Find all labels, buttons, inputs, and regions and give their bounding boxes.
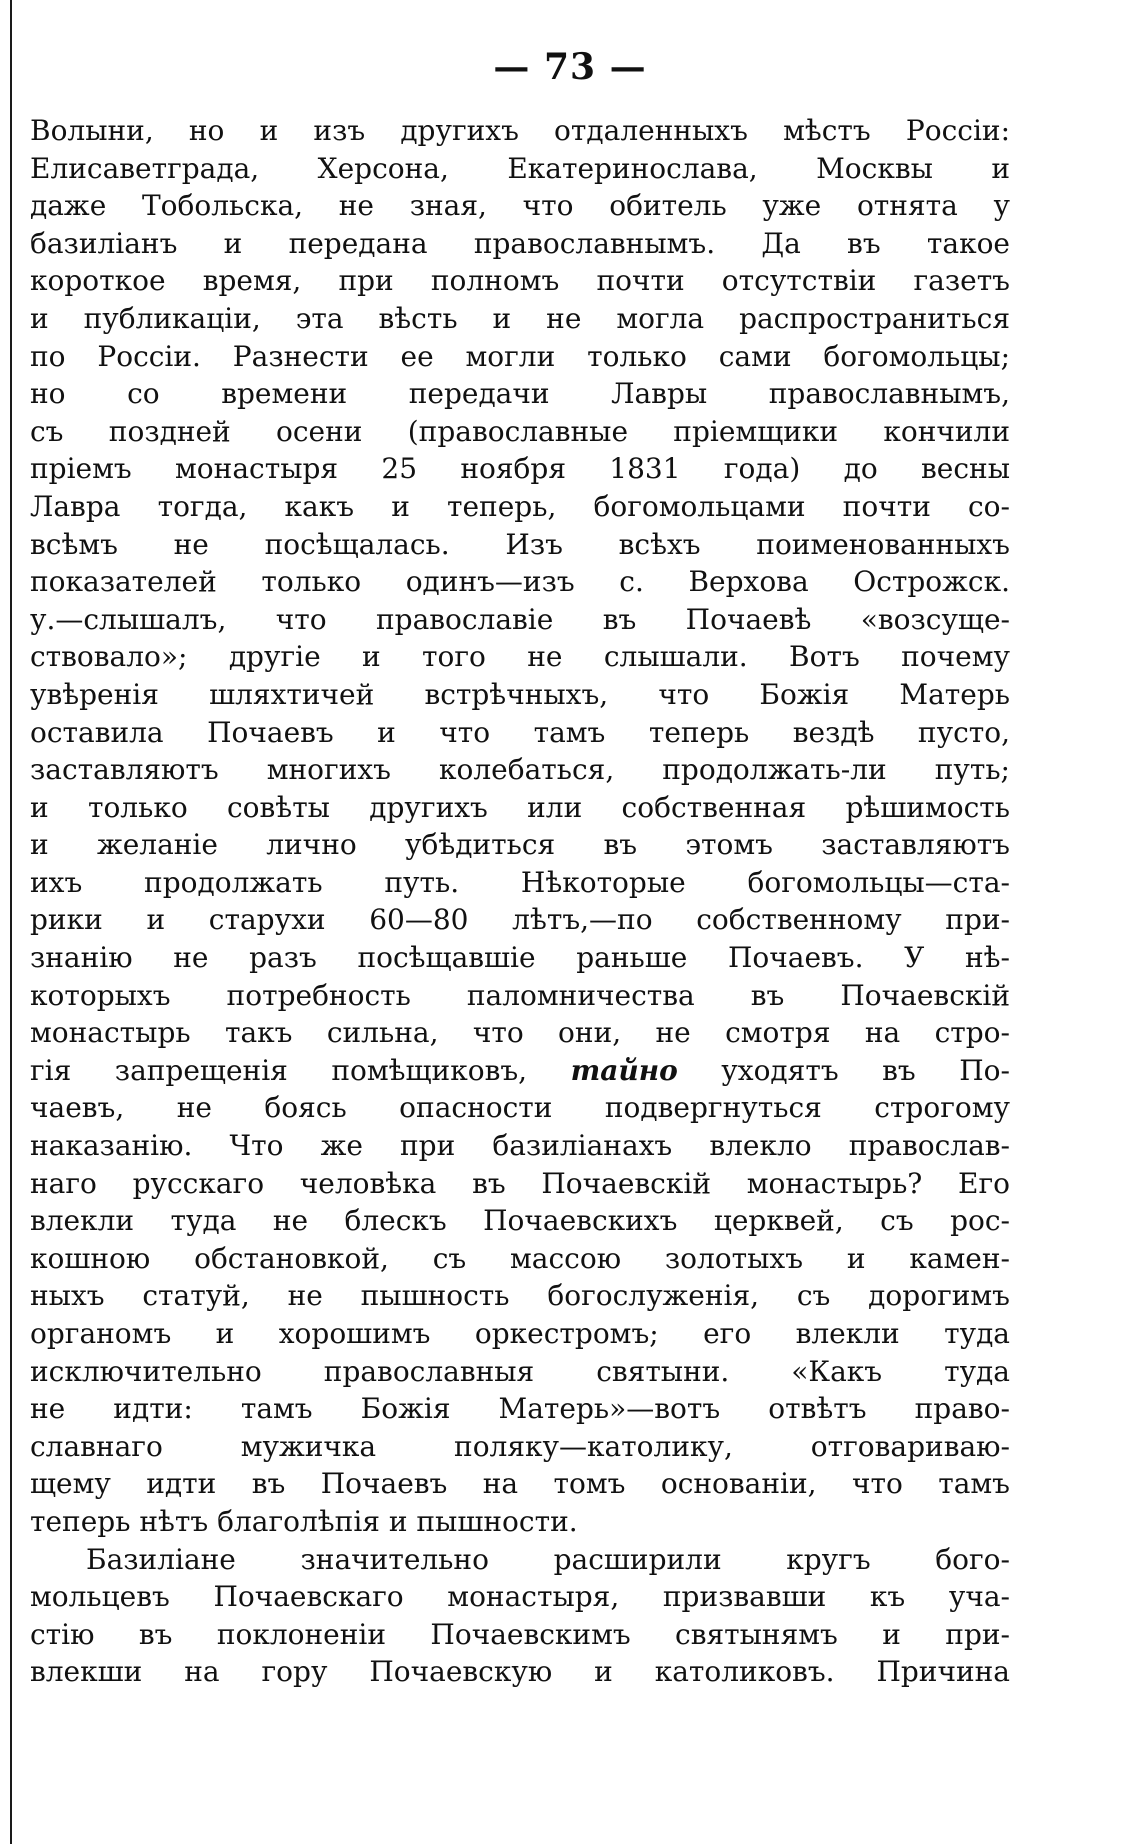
body-text — [30, 112, 1010, 1691]
text-line: и желанiе лично убѣдиться въ этомъ заставляютъ — [30, 828, 1010, 862]
text-line: кошною обстановкой, съ массою золотыхъ и камен- — [30, 1241, 1010, 1275]
text-line: щему идти въ Почаевъ на томъ основанiи, что тамъ — [30, 1467, 1010, 1501]
text-line: увѣренiя шляхтичей встрѣчныхъ, что Божiя Матерь — [30, 677, 1010, 711]
text-line: влекли туда не блескъ Почаевскихъ церквей, съ рос- — [30, 1204, 1010, 1238]
text-line: даже Тобольска, не зная, что обитель уже отнята у — [30, 189, 1010, 223]
text-line: монастырь такъ сильна, что они, не смотря на стро- — [30, 1016, 1010, 1050]
text-line: мольцевъ Почаевскаго монастыря, призвавши къ уча- — [30, 1580, 1010, 1614]
text-line: не идти: тамъ Божiя Матерь»—вотъ отвѣтъ право- — [30, 1392, 1010, 1426]
text-line: органомъ и хорошимъ оркестромъ; его влекли туда — [30, 1317, 1010, 1350]
text-line: ихъ продолжать путь. Нѣкоторые богомольцы—ста- — [30, 865, 1010, 899]
text-line: Елисаветграда, Херсона, Екатеринослава, Москвы и — [30, 151, 1010, 185]
text-line: и публикацiи, эта вѣсть и не могла распространиться — [30, 301, 1010, 335]
text-line: знанiю не разъ посѣщавшiе раньше Почаевъ. У нѣ- — [30, 941, 1010, 975]
emphasized-word: тайно — [570, 1053, 678, 1087]
text-line: у.—слышалъ, что православiе въ Почаевѣ «возсуще- — [30, 602, 1010, 636]
text-line: прiемъ монастыря 25 ноября 1831 года) до весны — [30, 452, 1010, 486]
page-left-edge-rule — [10, 0, 12, 1844]
text-line: показателей только одинъ—изъ с. Верхова Острожск. — [30, 565, 1010, 599]
text-line: заставляютъ многихъ колебаться, продолжать-ли путь; — [30, 753, 1010, 787]
text-line: славнаго мужичка поляку—католику, отговариваю- — [30, 1429, 1010, 1463]
text-line: гiя запрещенiя помѣщиковъ, тайно уходятъ въ По- — [30, 1053, 1010, 1087]
text-line: базилiанъ и передана православнымъ. Да въ такое — [30, 226, 1010, 260]
text-line: но со времени передачи Лавры православнымъ, — [30, 377, 1010, 411]
text-line: теперь нѣтъ благолѣпiя и пышности. — [30, 1504, 578, 1538]
text-line: съ поздней осени (православные прiемщики кончили — [30, 414, 1010, 448]
text-line: чаевъ, не боясь опасности подвергнуться строгому — [30, 1091, 1010, 1125]
text-line: наказанiю. Что же при базилiанахъ влекло православ- — [30, 1129, 1010, 1163]
text-line: всѣмъ не посѣщалась. Изъ всѣхъ поименованныхъ — [30, 527, 1010, 561]
text-line: оставила Почаевъ и что тамъ теперь вездѣ пусто, — [30, 715, 1010, 749]
page-number: — 73 — — [493, 46, 647, 88]
text-line: короткое время, при полномъ почти отсутствiи газетъ — [30, 264, 1010, 298]
text-line: наго русскаго человѣка въ Почаевскiй монастырь? Его — [30, 1166, 1010, 1200]
text-line: стiю въ поклоненiи Почаевскимъ святынямъ и при- — [30, 1617, 1010, 1651]
text-line: влекши на гору Почаевскую и католиковъ. Причина — [30, 1655, 1010, 1689]
text-line: Лавра тогда, какъ и теперь, богомольцами почти со- — [30, 489, 1010, 523]
text-line: рики и старухи 60—80 лѣтъ,—по собственному при- — [30, 903, 1010, 937]
text-line: Базилiане значительно расширили кругъ бого- — [86, 1542, 1010, 1576]
text-line: ствовало»; другiе и того не слышали. Вотъ почему — [30, 640, 1010, 674]
text-line: по Россiи. Разнести ее могли только сами богомольцы; — [30, 339, 1010, 373]
text-line: ныхъ статуй, не пышность богослуженiя, съ дорогимъ — [30, 1279, 1010, 1313]
text-line: исключительно православныя святыни. «Какъ туда — [30, 1354, 1010, 1388]
text-line: Волыни, но и изъ другихъ отдаленныхъ мѣстъ Россiи: — [30, 114, 1010, 147]
text-line: и только совѣты другихъ или собственная рѣшимость — [30, 790, 1010, 824]
text-line: которыхъ потребность паломничества въ Почаевскiй — [30, 978, 1010, 1012]
